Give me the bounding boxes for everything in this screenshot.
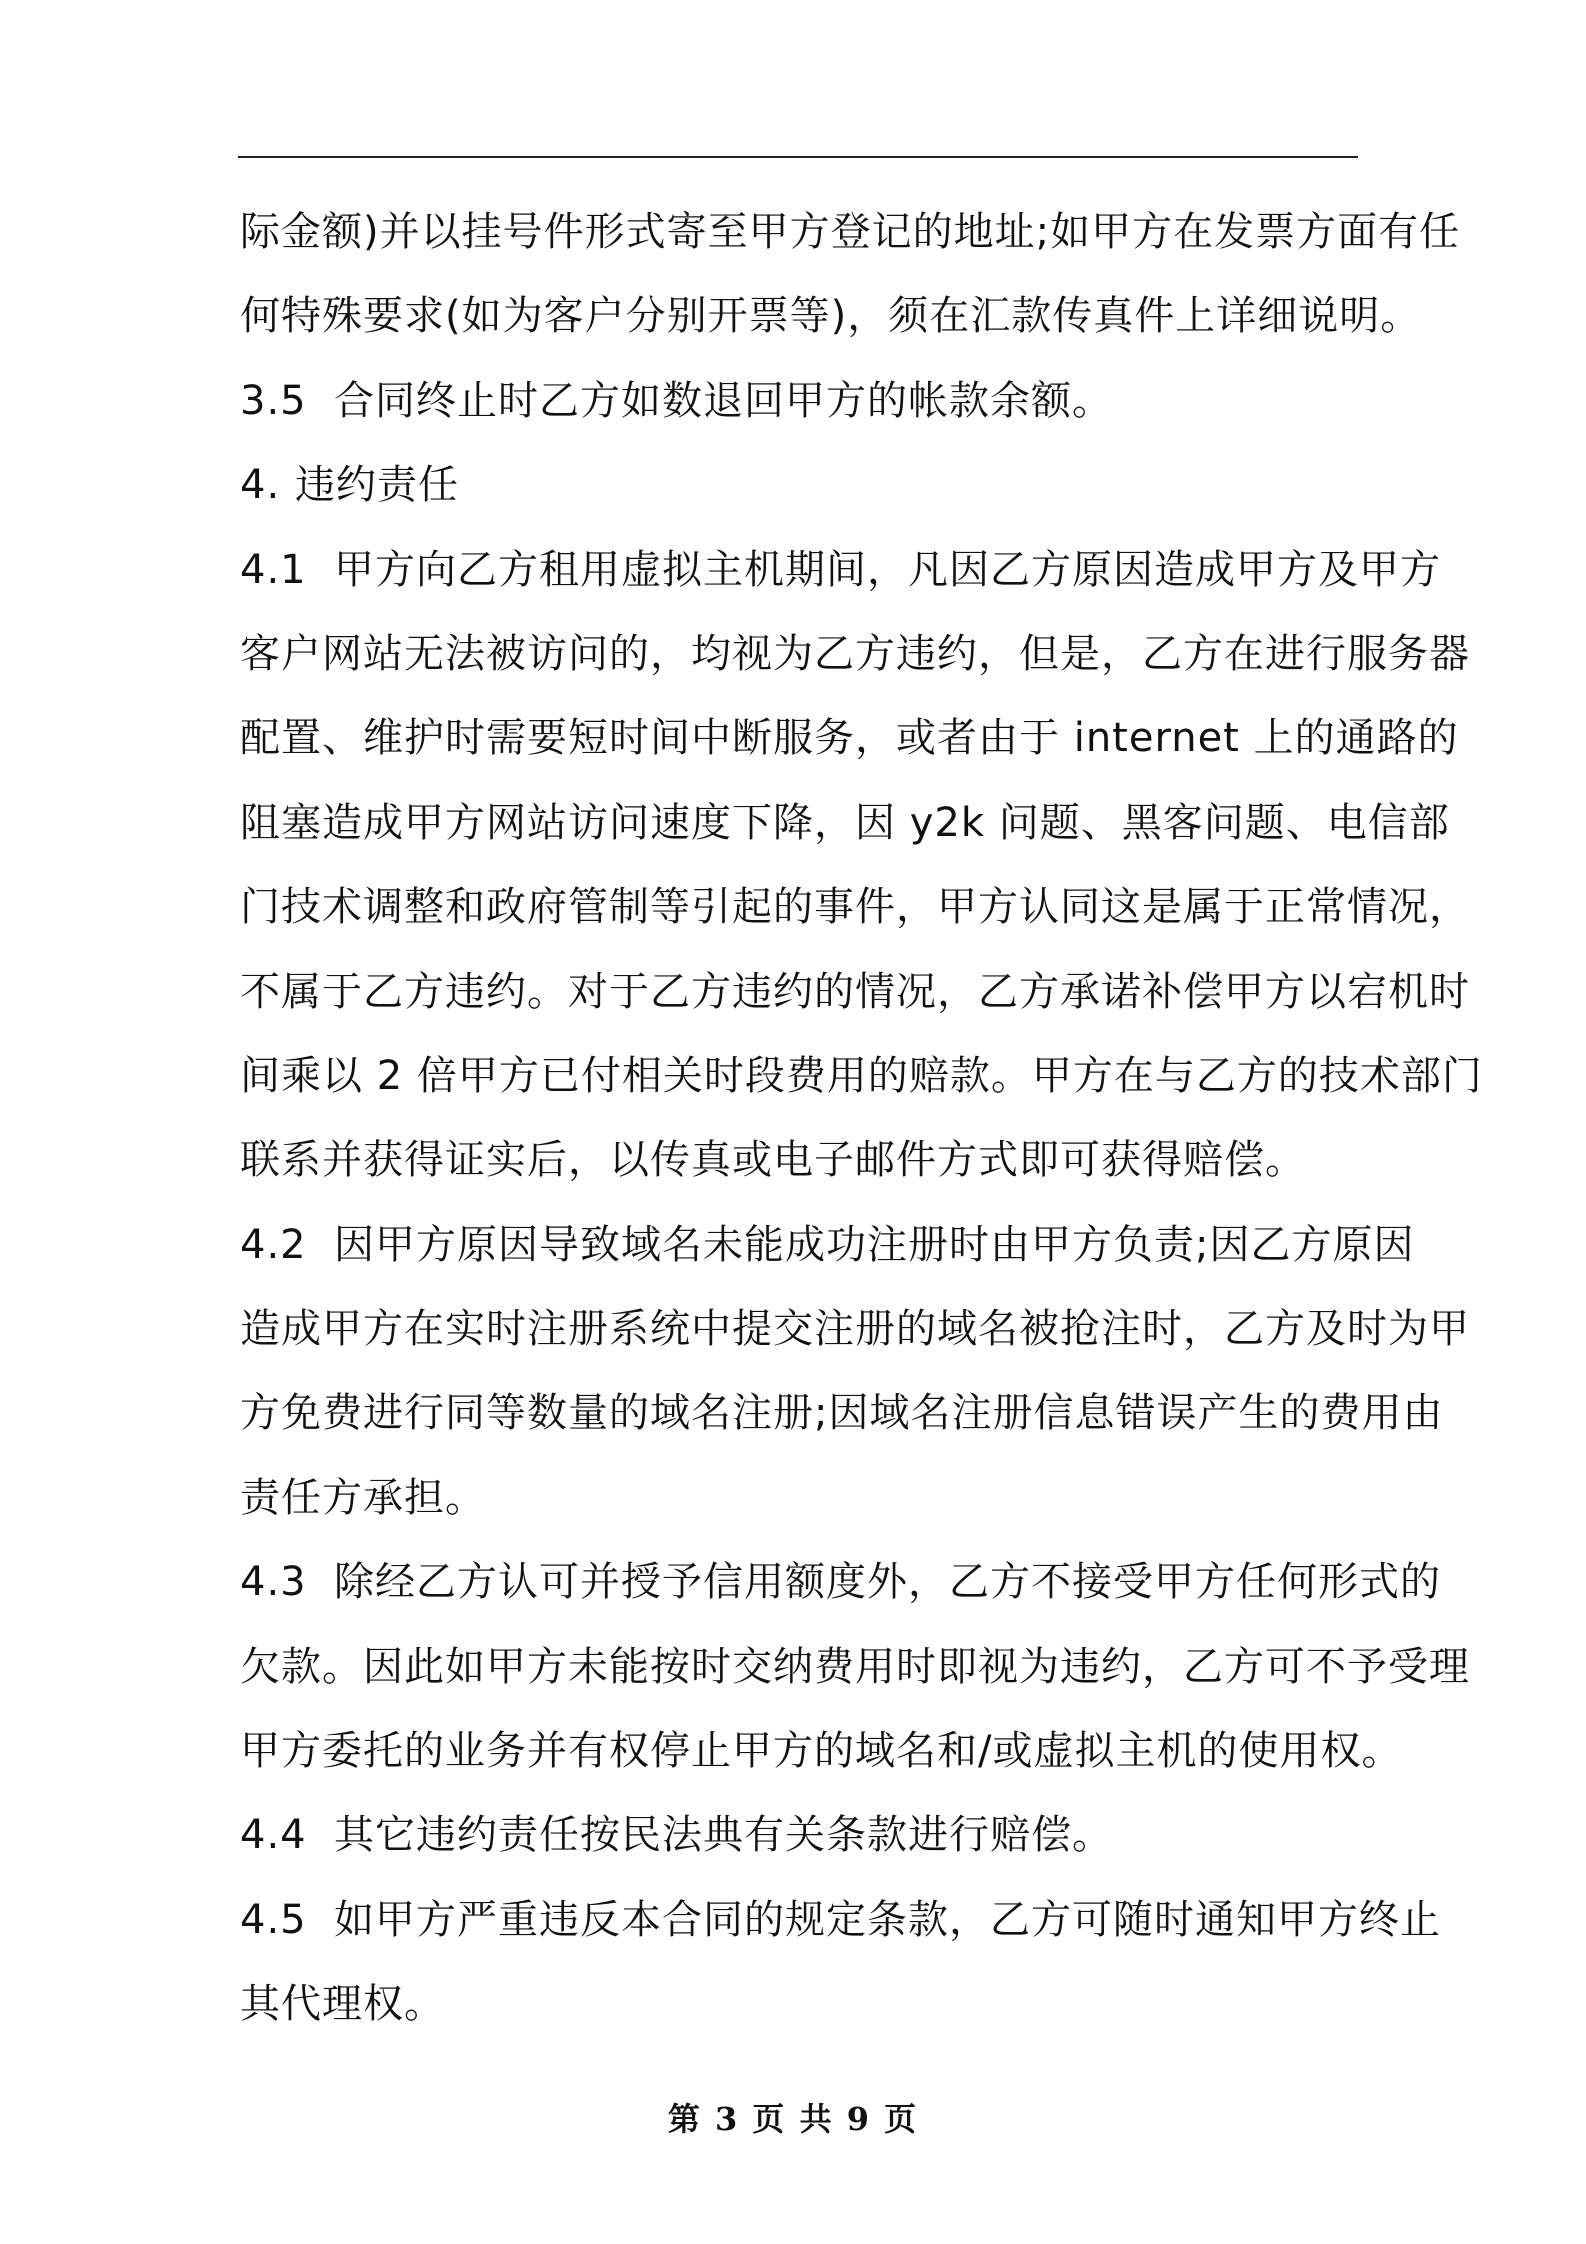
text-line — [240, 528, 1441, 612]
text-line — [240, 1540, 1441, 1624]
clause-number: 4. — [240, 462, 281, 509]
line-text: 除经乙方认可并授予信用额度外，乙方不接受甲方任何形式的 — [334, 1559, 1441, 1606]
line-text: 阻塞造成甲方网站访问速度下降，因 y2k 问题、黑客问题、电信部 — [240, 799, 1450, 846]
page-footer: 第 3 页 共 9 页 — [667, 2100, 919, 2138]
text-line — [240, 1203, 1415, 1287]
line-text: 间乘以 2 倍甲方已付相关时段费用的赔款。甲方在与乙方的技术部门 — [240, 1052, 1483, 1099]
line-text: 责任方承担。 — [240, 1474, 486, 1521]
text-line — [240, 781, 1450, 865]
line-text: 其它违约责任按民法典有关条款进行赔偿。 — [334, 1812, 1113, 1859]
line-text: 际金额)并以挂号件形式寄至甲方登记的地址;如甲方在发票方面有任 — [240, 209, 1461, 255]
clause-number: 3.5 — [240, 377, 307, 424]
text-line — [240, 1878, 1441, 1962]
clause-number: 4.4 — [240, 1812, 307, 1859]
header-rule — [238, 156, 1358, 158]
text-line — [240, 696, 1459, 780]
text-line — [240, 443, 1358, 527]
text-line — [240, 612, 1470, 696]
text-line — [240, 359, 1358, 443]
line-text: 不属于乙方违约。对于乙方违约的情况，乙方承诺补偿甲方以宕机时 — [240, 968, 1470, 1015]
line-text: 合同终止时乙方如数退回甲方的帐款余额。 — [334, 377, 1113, 424]
line-text: 其代理权。 — [240, 1981, 445, 2028]
clause-number: 4.2 — [240, 1221, 307, 1268]
line-text: 方免费进行同等数量的域名注册;因域名注册信息错误产生的费用由 — [240, 1390, 1444, 1437]
text-line — [240, 190, 1461, 274]
text-line — [240, 1709, 1403, 1793]
line-text: 甲方向乙方租用虚拟主机期间，凡因乙方原因造成甲方及甲方 — [334, 546, 1441, 593]
line-text: 违约责任 — [295, 462, 459, 509]
line-text: 甲方委托的业务并有权停止甲方的域名和/或虚拟主机的使用权。 — [240, 1728, 1403, 1775]
line-text: 因甲方原因导致域名未能成功注册时由甲方负责;因乙方原因 — [334, 1221, 1415, 1268]
text-line — [240, 865, 1470, 949]
line-text: 门技术调整和政府管制等引起的事件，甲方认同这是属于正常情况， — [240, 884, 1470, 931]
text-line — [240, 1962, 1358, 2046]
line-text: 配置、维护时需要短时间中断服务，或者由于 internet 上的通路的 — [240, 715, 1459, 762]
line-text: 何特殊要求(如为客户分别开票等)，须在汇款传真件上详细说明。 — [240, 293, 1422, 340]
document-body — [240, 190, 1483, 2047]
clause-number: 4.5 — [240, 1896, 307, 1943]
text-line — [240, 1456, 1358, 1540]
text-line — [240, 1287, 1470, 1371]
text-line — [240, 950, 1470, 1034]
clause-number: 4.1 — [240, 546, 307, 593]
text-line — [240, 1034, 1483, 1118]
text-line — [240, 274, 1422, 358]
text-line — [240, 1793, 1358, 1877]
line-text: 客户网站无法被访问的，均视为乙方违约，但是，乙方在进行服务器 — [240, 630, 1470, 677]
line-text: 欠款。因此如甲方未能按时交纳费用时即视为违约，乙方可不予受理 — [240, 1643, 1470, 1690]
clause-number: 4.3 — [240, 1559, 307, 1606]
text-line — [240, 1118, 1358, 1202]
line-text: 联系并获得证实后，以传真或电子邮件方式即可获得赔偿。 — [240, 1137, 1306, 1184]
text-line — [240, 1371, 1444, 1455]
line-text: 如甲方严重违反本合同的规定条款，乙方可随时通知甲方终止 — [334, 1896, 1441, 1943]
text-line — [240, 1625, 1470, 1709]
line-text: 造成甲方在实时注册系统中提交注册的域名被抢注时，乙方及时为甲 — [240, 1306, 1470, 1353]
